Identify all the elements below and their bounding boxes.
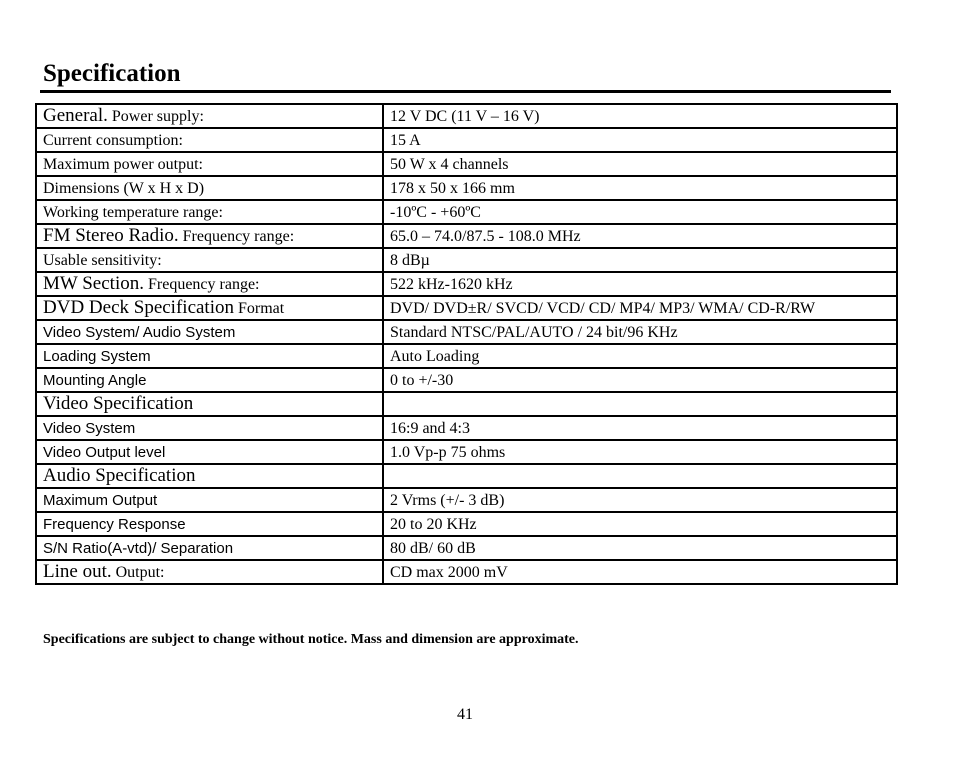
spec-label-cell [36,128,383,152]
spec-label: Working temperature range: [43,204,223,221]
spec-label: Usable sensitivity: [43,252,162,269]
spec-row [36,536,897,560]
spec-row [36,176,897,200]
spec-value [383,392,897,416]
spec-label-cell [36,464,383,488]
spec-label-cell [36,296,383,320]
spec-label: Frequency range: [182,228,295,245]
spec-label: Video System [43,420,136,437]
spec-label-cell [36,152,383,176]
section-heading: MW Section. [43,273,144,294]
spec-value: 65.0 – 74.0/87.5 - 108.0 MHz [383,224,897,248]
spec-label-cell [36,560,383,584]
spec-label: Power supply: [111,108,204,125]
spec-label-cell [36,368,383,392]
spec-value: 178 x 50 x 166 mm [383,176,897,200]
spec-label-cell [36,248,383,272]
spec-label-cell [36,176,383,200]
spec-label: Current consumption: [43,132,183,149]
section-heading: General. [43,105,108,126]
spec-value [383,464,897,488]
spec-row [36,512,897,536]
spec-label-cell [36,272,383,296]
spec-label: Dimensions (W x H x D) [43,180,205,197]
spec-value: 1.0 Vp-p 75 ohms [383,440,897,464]
section-heading: DVD Deck Specification [43,297,234,318]
spec-row [36,488,897,512]
spec-label: Mounting Angle [43,372,147,389]
footnote: Specifications are subject to change without notice. Mass and dimension are approximate. [43,632,579,647]
spec-value: 8 dBµ [383,248,897,272]
spec-value: 20 to 20 KHz [383,512,897,536]
spec-row [36,224,897,248]
spec-value: 16:9 and 4:3 [383,416,897,440]
spec-row [36,560,897,584]
spec-value: 0 to +/-30 [383,368,897,392]
spec-row [36,368,897,392]
spec-value: 50 W x 4 channels [383,152,897,176]
spec-row [36,104,897,128]
spec-label: Format [238,300,285,317]
spec-value: CD max 2000 mV [383,560,897,584]
spec-value: 15 A [383,128,897,152]
spec-label: Maximum power output: [43,156,203,173]
spec-row [36,200,897,224]
spec-label-cell [36,536,383,560]
spec-label-cell [36,416,383,440]
spec-value: 80 dB/ 60 dB [383,536,897,560]
spec-value: 2 Vrms (+/- 3 dB) [383,488,897,512]
spec-label-cell [36,488,383,512]
spec-label: Frequency range: [147,276,260,293]
spec-label: S/N Ratio(A-vtd)/ Separation [43,540,234,557]
spec-row [36,128,897,152]
spec-row [36,464,897,488]
spec-value: DVD/ DVD±R/ SVCD/ VCD/ CD/ MP4/ MP3/ WMA/ CD-R/RW [383,296,897,320]
spec-label: Video System/ Audio System [43,324,236,341]
section-heading: Audio Specification [43,465,196,486]
spec-row [36,392,897,416]
spec-row [36,272,897,296]
spec-value: Auto Loading [383,344,897,368]
spec-value: -10ºC - +60ºC [383,200,897,224]
spec-table [35,103,898,585]
spec-row [36,248,897,272]
spec-label-cell [36,512,383,536]
spec-label-cell [36,224,383,248]
section-heading: FM Stereo Radio. [43,225,179,246]
section-heading: Line out. [43,561,112,582]
spec-label-cell [36,440,383,464]
title-rule [40,90,891,93]
page-number: 41 [457,706,473,723]
spec-label-cell [36,392,383,416]
spec-table-body [36,104,897,584]
section-heading: Video Specification [43,393,194,414]
spec-row [36,320,897,344]
spec-row [36,416,897,440]
spec-value: Standard NTSC/PAL/AUTO / 24 bit/96 KHz [383,320,897,344]
spec-value: 522 kHz-1620 kHz [383,272,897,296]
spec-label-cell [36,320,383,344]
spec-value: 12 V DC (11 V – 16 V) [383,104,897,128]
spec-label: Video Output level [43,444,166,461]
page-title: Specification [43,60,181,87]
spec-label-cell [36,200,383,224]
spec-label: Loading System [43,348,151,365]
spec-row [36,440,897,464]
spec-label: Frequency Response [43,516,186,533]
spec-label: Output: [115,564,165,581]
spec-label-cell [36,104,383,128]
spec-label: Maximum Output [43,492,158,509]
spec-label-cell [36,344,383,368]
spec-row [36,152,897,176]
spec-row [36,296,897,320]
spec-row [36,344,897,368]
